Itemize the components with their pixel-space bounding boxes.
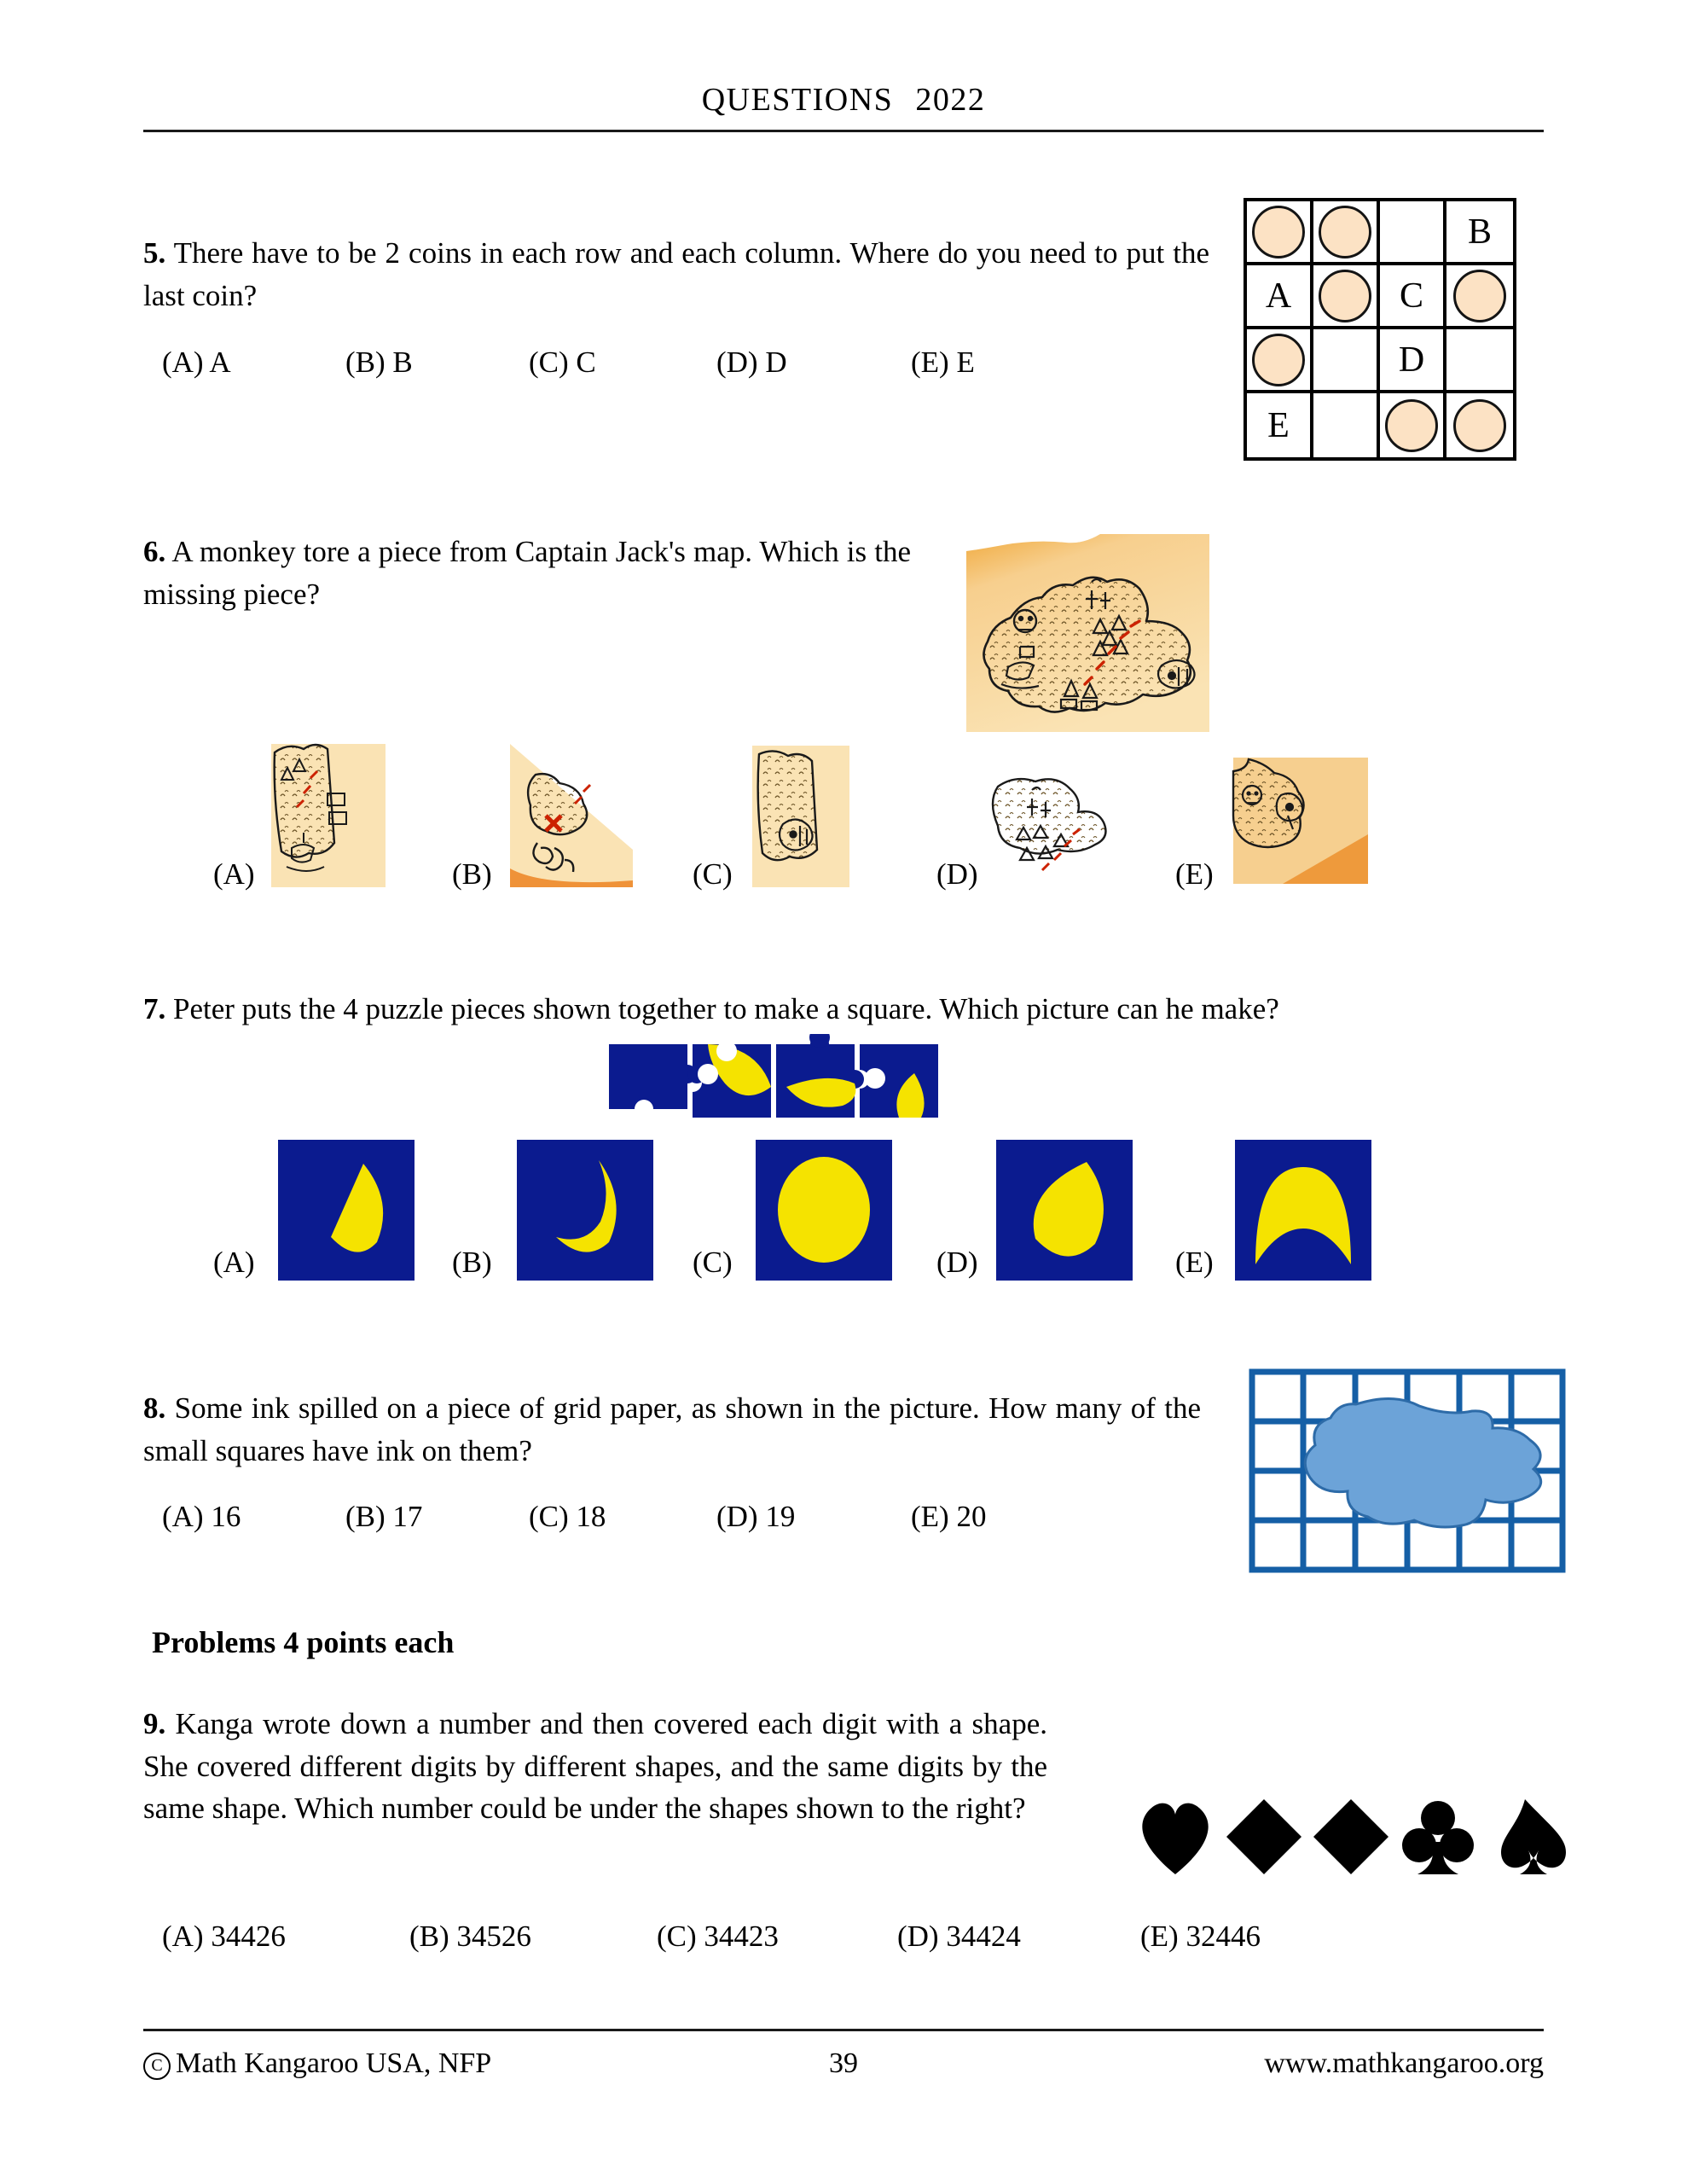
- question-5-choices: [162, 346, 1220, 380]
- choice-5-c-value: C: [576, 346, 596, 379]
- choice-5-b-value: B: [392, 346, 413, 379]
- choice-7-a-tag[interactable]: (A): [213, 1246, 255, 1279]
- heart-icon: [1142, 1804, 1208, 1874]
- choice-8-b-tag: (B): [345, 1500, 386, 1533]
- grid-cell-empty[interactable]: [1446, 329, 1513, 393]
- answer-7-c[interactable]: [756, 1140, 892, 1281]
- choice-5-e[interactable]: [911, 346, 975, 380]
- coin-icon: [1252, 334, 1305, 386]
- choice-8-e-tag: (E): [911, 1500, 949, 1533]
- grid-cell-label-a[interactable]: A: [1247, 265, 1313, 329]
- choice-9-a-tag: (A): [162, 1920, 204, 1953]
- choice-9-b[interactable]: [409, 1920, 657, 1954]
- choice-6-a-tag[interactable]: (A): [213, 857, 255, 891]
- choice-5-d-value: D: [765, 346, 787, 379]
- choice-8-a-value: 16: [211, 1500, 241, 1533]
- grid-cell-empty[interactable]: [1313, 329, 1380, 393]
- question-9-body: Kanga wrote down a number and then covered each digit with a shape. She covered different digits by different shapes, and the same digits by the same shape. Which number could be under the shapes shown to the right?: [143, 1707, 1047, 1826]
- treasure-map-figure: [964, 532, 1209, 732]
- choice-8-d-tag: (D): [716, 1500, 758, 1533]
- grid-cell-label-c[interactable]: C: [1380, 265, 1446, 329]
- grid-cell-empty[interactable]: [1313, 393, 1380, 457]
- choice-8-d-value: 19: [765, 1500, 796, 1533]
- footer-copyright-text: Math Kangaroo USA, NFP: [176, 2048, 492, 2079]
- choice-9-d-tag: (D): [897, 1920, 939, 1953]
- question-9-number: 9.: [143, 1707, 166, 1740]
- club-icon: [1402, 1801, 1474, 1874]
- answer-7-b[interactable]: [517, 1140, 653, 1281]
- choice-5-b-tag: (B): [345, 346, 386, 379]
- choice-9-b-value: 34526: [456, 1920, 531, 1953]
- choice-8-b-value: 17: [392, 1500, 423, 1533]
- card-suit-shapes-figure: [1134, 1796, 1578, 1877]
- choice-5-e-tag: (E): [911, 346, 949, 379]
- answer-7-a[interactable]: [278, 1140, 415, 1281]
- grid-cell-coin[interactable]: [1313, 265, 1380, 329]
- map-piece-a[interactable]: [266, 741, 386, 887]
- footer-website[interactable]: www.mathkangaroo.org: [1264, 2048, 1544, 2079]
- question-8-body: Some ink spilled on a piece of grid paper, as shown in the picture. How many of the small squares have ink on them?: [143, 1391, 1202, 1467]
- map-piece-c[interactable]: [749, 742, 849, 887]
- choice-5-b[interactable]: [345, 346, 529, 380]
- question-7-number: 7.: [143, 992, 166, 1025]
- spade-icon: [1501, 1799, 1566, 1874]
- choice-5-c[interactable]: [529, 346, 716, 380]
- coin-puzzle-grid: [1244, 198, 1516, 461]
- choice-6-e-tag[interactable]: (E): [1175, 857, 1214, 891]
- coin-icon: [1319, 206, 1371, 258]
- question-6-text: [143, 531, 911, 615]
- choice-9-b-tag: (B): [409, 1920, 449, 1953]
- question-8-number: 8.: [143, 1391, 166, 1425]
- choice-7-b-tag[interactable]: (B): [452, 1246, 492, 1279]
- choice-8-a[interactable]: [162, 1500, 345, 1534]
- header-year: 2022: [915, 82, 986, 118]
- choice-7-e-tag[interactable]: (E): [1175, 1246, 1214, 1279]
- grid-cell-label-e[interactable]: E: [1247, 393, 1313, 457]
- choice-9-d[interactable]: [897, 1920, 1140, 1954]
- footer-divider: [143, 2029, 1544, 2031]
- choice-9-c-value: 34423: [704, 1920, 779, 1953]
- map-piece-d[interactable]: [991, 775, 1110, 884]
- header-title-text: QUESTIONS: [701, 82, 894, 118]
- question-7-text: [143, 988, 1542, 1031]
- choice-9-c-tag: (C): [657, 1920, 697, 1953]
- grid-cell-coin[interactable]: [1446, 265, 1513, 329]
- grid-cell-coin[interactable]: [1247, 329, 1313, 393]
- choice-6-d-tag[interactable]: (D): [936, 857, 978, 891]
- choice-8-e-value: 20: [956, 1500, 987, 1533]
- question-8-choices: [162, 1500, 1220, 1534]
- choice-9-a-value: 34426: [211, 1920, 286, 1953]
- choice-9-e-value: 32446: [1186, 1920, 1261, 1953]
- ink-spill-figure: [1249, 1368, 1566, 1573]
- choice-9-a[interactable]: [162, 1920, 409, 1954]
- coin-icon: [1453, 399, 1506, 452]
- grid-cell-empty[interactable]: [1380, 201, 1446, 265]
- coin-icon: [1453, 270, 1506, 322]
- choice-5-d[interactable]: [716, 346, 911, 380]
- choice-5-e-value: E: [956, 346, 975, 379]
- diamond-icon: [1226, 1799, 1301, 1874]
- answer-7-e[interactable]: [1235, 1140, 1371, 1281]
- grid-cell-coin[interactable]: [1313, 201, 1380, 265]
- question-6-number: 6.: [143, 535, 166, 568]
- choice-8-c-value: 18: [576, 1500, 606, 1533]
- question-5-number: 5.: [143, 236, 166, 270]
- grid-cell-coin[interactable]: [1247, 201, 1313, 265]
- choice-8-e[interactable]: [911, 1500, 986, 1534]
- choice-7-d-tag[interactable]: (D): [936, 1246, 978, 1279]
- page-footer: [143, 2048, 1544, 2099]
- grid-cell-coin[interactable]: [1446, 393, 1513, 457]
- choice-8-b[interactable]: [345, 1500, 529, 1534]
- coin-icon: [1319, 270, 1371, 322]
- question-9-text: [143, 1703, 1047, 1830]
- choice-8-c[interactable]: [529, 1500, 716, 1534]
- map-piece-e[interactable]: [1232, 756, 1368, 884]
- choice-5-c-tag: (C): [529, 346, 569, 379]
- question-5-body: There have to be 2 coins in each row and each column. Where do you need to put the last coin?: [143, 236, 1209, 312]
- copyright-icon: C: [143, 2053, 171, 2080]
- coin-icon: [1385, 399, 1438, 452]
- section-heading: Problems 4 points each: [152, 1625, 455, 1659]
- choice-9-e[interactable]: [1140, 1920, 1261, 1954]
- choice-6-b-tag[interactable]: (B): [452, 857, 492, 891]
- question-7-body: Peter puts the 4 puzzle pieces shown together to make a square. Which picture can he make?: [173, 992, 1279, 1025]
- choice-9-d-value: 34424: [946, 1920, 1021, 1953]
- choice-8-c-tag: (C): [529, 1500, 569, 1533]
- choice-6-c-tag[interactable]: (C): [693, 857, 733, 891]
- coin-icon: [1252, 206, 1305, 258]
- diamond-icon: [1313, 1799, 1388, 1874]
- choice-9-c[interactable]: [657, 1920, 897, 1954]
- map-piece-b[interactable]: [507, 741, 633, 887]
- footer-page-number: 39: [829, 2048, 858, 2079]
- question-8-text: [143, 1387, 1201, 1472]
- choice-8-d[interactable]: [716, 1500, 911, 1534]
- choice-5-a[interactable]: [162, 346, 345, 380]
- question-6-body: A monkey tore a piece from Captain Jack's map. Which is the missing piece?: [143, 535, 911, 611]
- page-header: [0, 81, 1687, 119]
- grid-cell-label-b[interactable]: B: [1446, 201, 1513, 265]
- answer-7-d[interactable]: [996, 1140, 1133, 1281]
- choice-5-d-tag: (D): [716, 346, 758, 379]
- grid-cell-label-d[interactable]: D: [1380, 329, 1446, 393]
- choice-7-c-tag[interactable]: (C): [693, 1246, 733, 1279]
- header-divider: [143, 130, 1544, 132]
- choice-8-a-tag: (A): [162, 1500, 204, 1533]
- grid-cell-coin[interactable]: [1380, 393, 1446, 457]
- choice-5-a-value: A: [209, 346, 231, 379]
- choice-9-e-tag: (E): [1140, 1920, 1179, 1953]
- choice-5-a-tag: (A): [162, 346, 204, 379]
- question-5-text: [143, 232, 1209, 317]
- question-9-choices: [162, 1920, 1527, 1954]
- puzzle-pieces-figure: [607, 1034, 940, 1118]
